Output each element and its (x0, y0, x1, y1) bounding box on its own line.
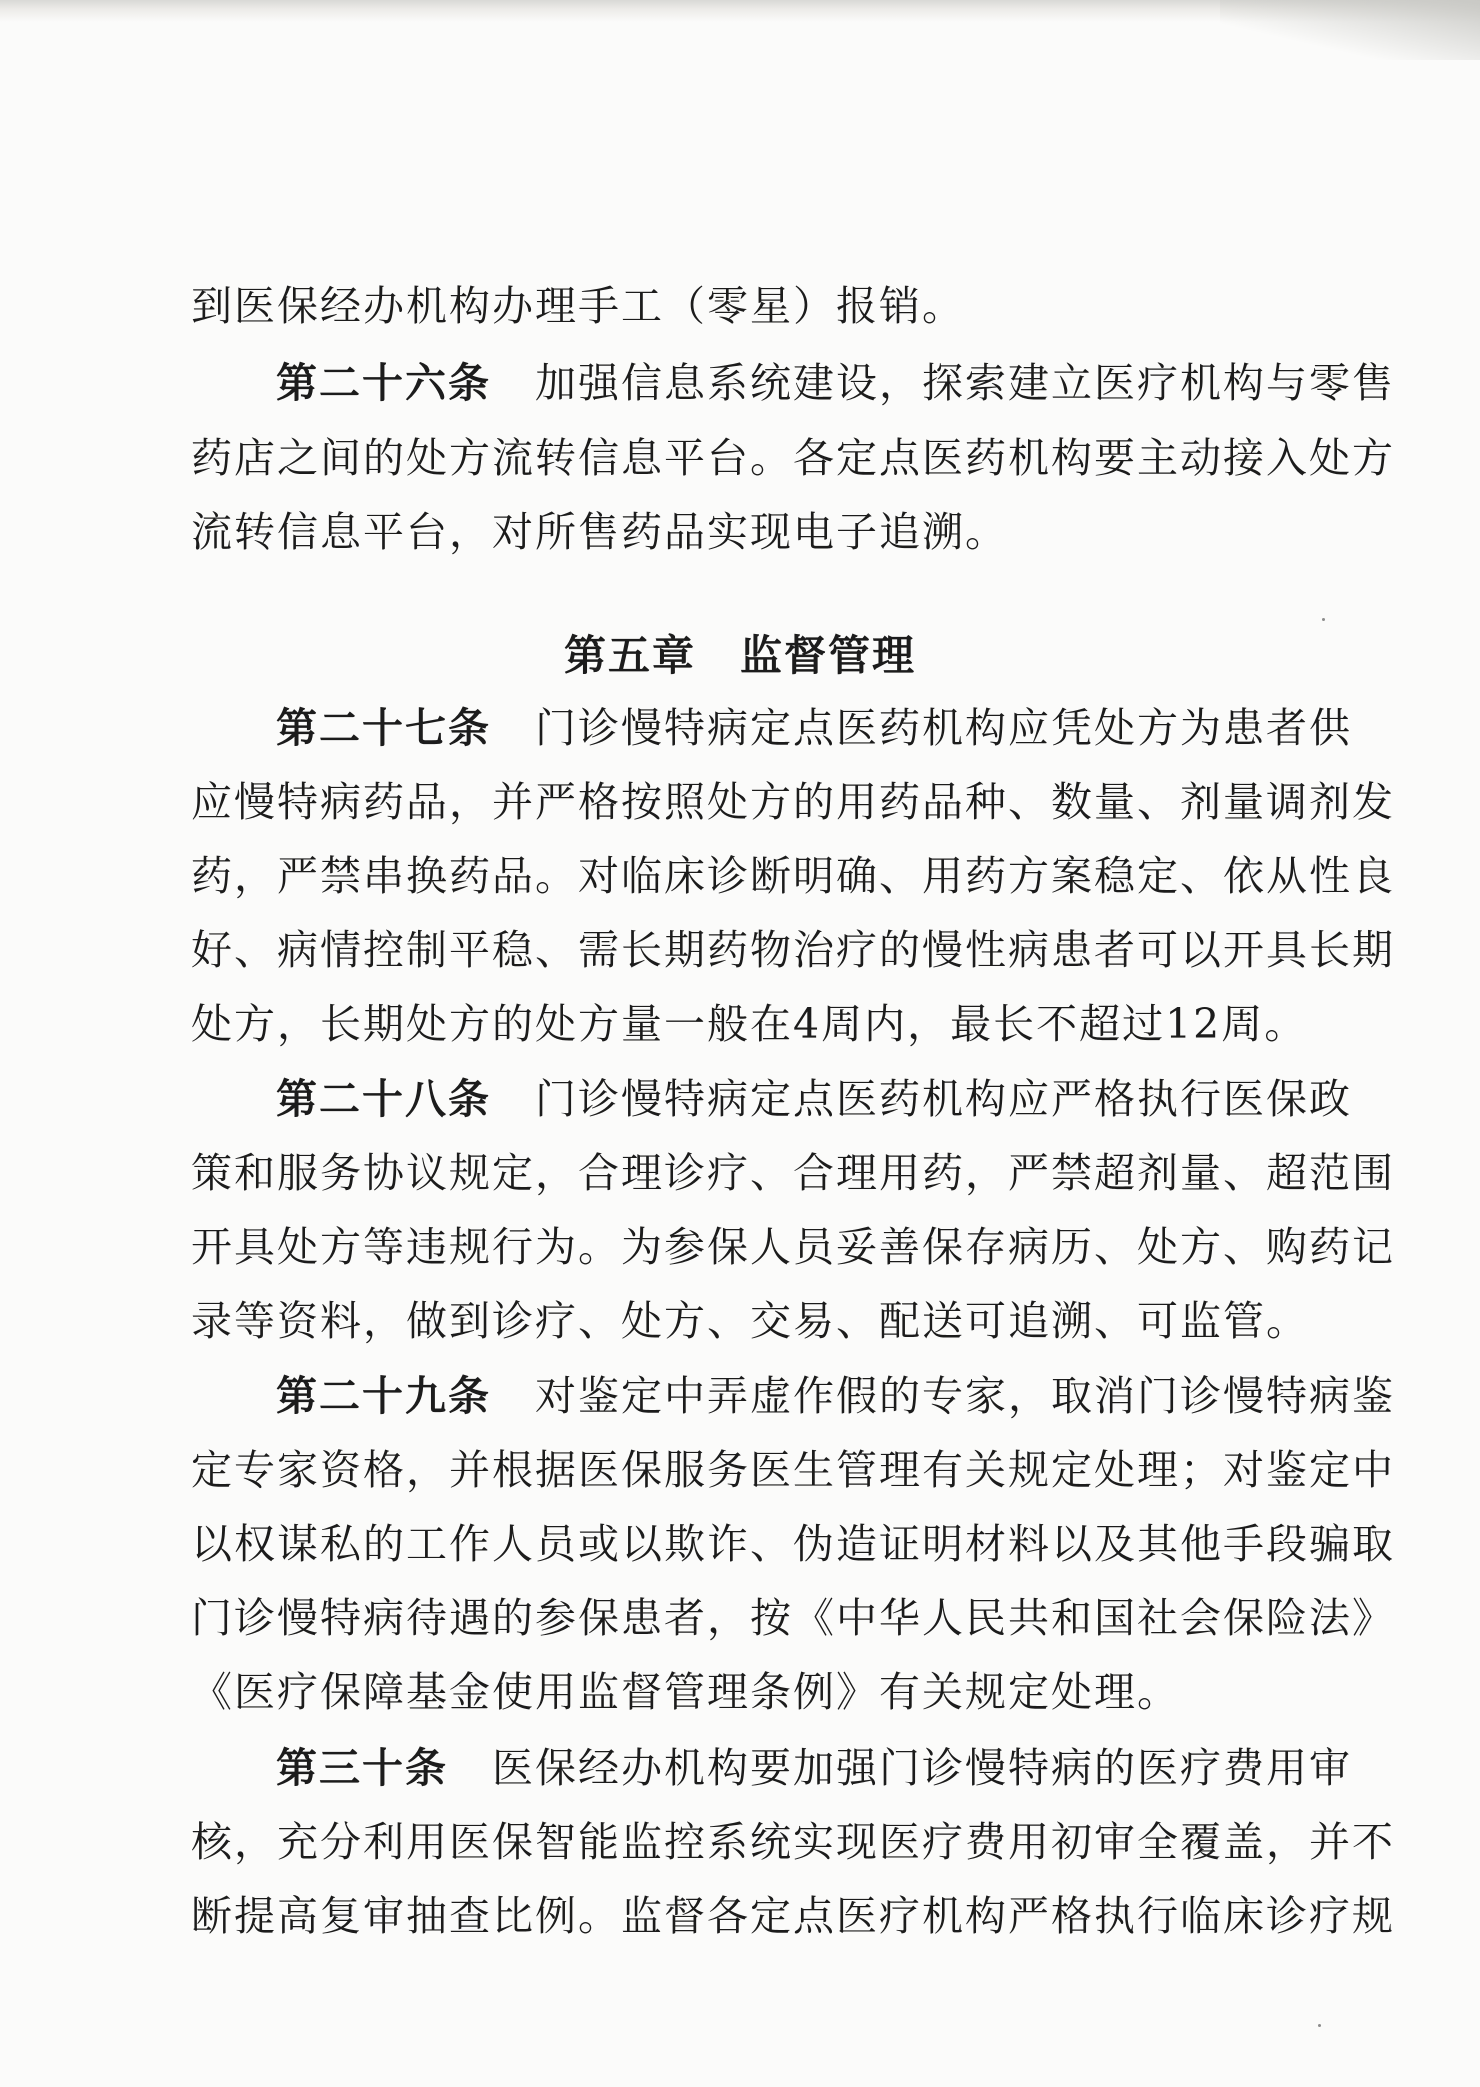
text-line: 策和服务协议规定，合理诊疗、合理用药，严禁超剂量、超范围 (191, 1149, 1395, 1197)
text-line: 《医疗保障基金使用监督管理条例》有关规定处理。 (191, 1668, 1180, 1716)
article-28-text: 门诊慢特病定点医药机构应严格执行医保政 (535, 1075, 1352, 1123)
text-line: 门诊慢特病待遇的参保患者，按《中华人民共和国社会保险法》 (191, 1594, 1395, 1642)
text-line: 应慢特病药品，并严格按照处方的用药品种、数量、剂量调剂发 (191, 778, 1395, 826)
text-line: 处方，长期处方的处方量一般在4周内，最长不超过12周。 (191, 1000, 1308, 1048)
scan-speck (1322, 618, 1325, 621)
text-line: 录等资料，做到诊疗、处方、交易、配送可追溯、可监管。 (191, 1297, 1309, 1345)
article-26-first-line (276, 358, 1395, 408)
article-28-label: 第二十八条 (276, 1075, 491, 1123)
text-line: 以权谋私的工作人员或以欺诈、伪造证明材料以及其他手段骗取 (191, 1520, 1395, 1568)
article-30-first-line (276, 1743, 1352, 1793)
article-27-text: 门诊慢特病定点医药机构应凭处方为患者供 (535, 704, 1352, 752)
article-29-label: 第二十九条 (276, 1372, 491, 1420)
text-line: 开具处方等违规行为。为参保人员妥善保存病历、处方、购药记 (191, 1223, 1395, 1271)
article-27-first-line (276, 703, 1352, 753)
text-line: 好、病情控制平稳、需长期药物治疗的慢性病患者可以开具长期 (191, 926, 1395, 974)
text-line: 流转信息平台，对所售药品实现电子追溯。 (191, 508, 1008, 556)
article-30-text: 医保经办机构要加强门诊慢特病的医疗费用审 (492, 1744, 1352, 1792)
scan-edge-corner (1220, 0, 1480, 60)
article-29-first-line (276, 1371, 1395, 1421)
article-26-text: 加强信息系统建设，探索建立医疗机构与零售 (535, 359, 1395, 407)
article-27-label: 第二十七条 (276, 704, 491, 752)
text-line: 定专家资格，并根据医保服务医生管理有关规定处理；对鉴定中 (191, 1446, 1395, 1494)
chapter-title: 第五章 监督管理 (563, 631, 916, 680)
text-line: 药店之间的处方流转信息平台。各定点医药机构要主动接入处方 (191, 434, 1395, 482)
article-28-first-line (276, 1074, 1352, 1124)
text-line: 药，严禁串换药品。对临床诊断明确、用药方案稳定、依从性良 (191, 852, 1395, 900)
article-30-label: 第三十条 (276, 1744, 448, 1792)
scan-speck (1318, 2024, 1321, 2027)
article-29-text: 对鉴定中弄虚作假的专家，取消门诊慢特病鉴 (535, 1372, 1395, 1420)
text-line: 到医保经办机构办理手工（零星）报销。 (191, 282, 965, 330)
article-26-label: 第二十六条 (276, 359, 491, 407)
text-line: 核，充分利用医保智能监控系统实现医疗费用初审全覆盖，并不 (191, 1818, 1395, 1866)
text-line: 断提高复审抽查比例。监督各定点医疗机构严格执行临床诊疗规 (191, 1892, 1395, 1940)
